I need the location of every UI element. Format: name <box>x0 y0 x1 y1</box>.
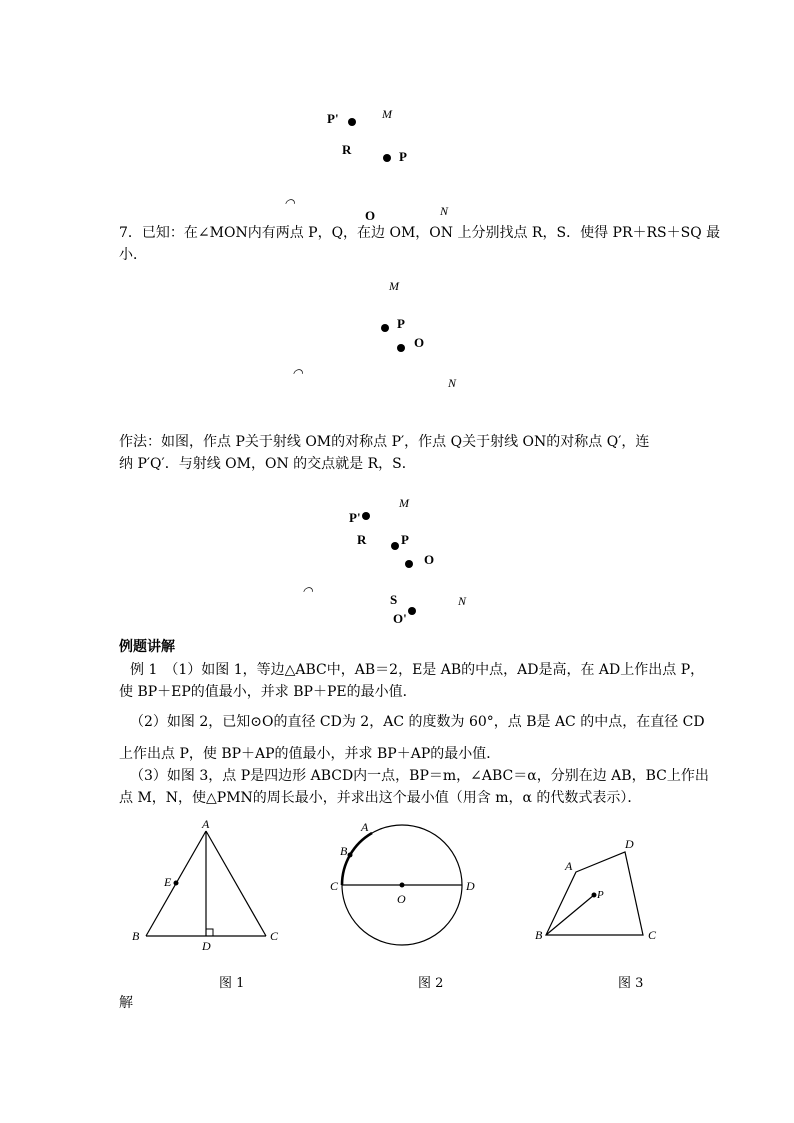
arc-ac <box>342 833 372 885</box>
side-ac <box>206 831 266 936</box>
example-3-line-1: （3）如图 3，点 P是四边形 ABCD内一点，BP＝m，∠ABC＝α，分别在边 AB，BC上作出 <box>130 768 709 784</box>
point-b-dot <box>348 853 353 858</box>
point-p-dot <box>381 324 389 332</box>
figure-2-caption: 图 2 <box>418 976 444 991</box>
vertex-arc-o: ◠ <box>302 584 313 598</box>
figure-3-quadrilateral <box>525 830 675 955</box>
point-q-dot <box>405 560 413 568</box>
point-label-s: S <box>390 592 398 607</box>
segment-bp <box>546 895 594 935</box>
vertex-label-d: D <box>625 837 634 851</box>
point-label-p-prime: P' <box>349 510 361 525</box>
center-o-dot <box>400 883 405 888</box>
vertex-label-c: C <box>648 928 657 942</box>
point-label-d: D <box>466 879 475 893</box>
point-label-d: D <box>202 939 211 953</box>
ray-label-n: N <box>440 204 449 218</box>
example-2-line-1: （2）如图 2，已知⊙O的直径 CD为 2，AC 的度数为 60°，点 B是 AC 的中点，在直径 CD <box>130 714 705 730</box>
ray-label-m: M <box>382 107 392 121</box>
vertex-arc-o: ◠ <box>292 366 303 380</box>
vertex-label-b: B <box>132 929 140 943</box>
point-label-e: E <box>164 875 172 889</box>
vertex-label-b: B <box>535 928 543 942</box>
point-p-prime-dot <box>348 118 356 126</box>
method-line-1: 作法：如图，作点 P关于射线 OM的对称点 P′，作点 Q关于射线 ON的对称点 Q′，连 <box>119 434 650 450</box>
method-line-2: 纳 P′Q′．与射线 OM，ON 的交点就是 R，S． <box>119 456 416 472</box>
vertex-label-a: A <box>565 859 573 873</box>
figure-1-triangle <box>125 815 295 955</box>
figure-3-caption: 图 3 <box>618 976 644 991</box>
vertex-label-c: C <box>270 929 279 943</box>
example-2-line-2: 上作出点 P，使 BP＋AP的值最小，并求 BP＋AP的最小值． <box>119 746 501 762</box>
point-q-dot <box>397 344 405 352</box>
ray-label-n: N <box>448 376 457 390</box>
example-1-line-1: 例 1 （1）如图 1，等边△ABC中，AB＝2，E是 AB的中点，AD是高，在 AD上作出点 P， <box>130 662 705 678</box>
point-q-prime-dot <box>408 607 416 615</box>
vertex-arc-o: ◠ <box>284 196 295 210</box>
ray-label-m: M <box>389 279 399 293</box>
point-label-r: R <box>342 142 352 157</box>
right-angle-mark <box>206 929 213 936</box>
point-label-o: O <box>365 208 376 223</box>
point-label-q-prime: O' <box>393 611 407 626</box>
point-label-p: P <box>597 889 604 901</box>
ray-label-m: M <box>399 496 409 510</box>
figure-2-circle <box>325 815 485 955</box>
vertex-label-a: A <box>202 817 210 831</box>
solution-label: 解 <box>119 995 133 1011</box>
ray-label-n: N <box>458 594 467 608</box>
point-label-a: A <box>361 820 369 834</box>
point-label-b: B <box>340 844 348 858</box>
point-label-p: P <box>397 316 405 331</box>
point-label-q: O <box>424 552 435 567</box>
problem-7-line-1: 7．已知：在∠MON内有两点 P，Q，在边 OM，ON 上分别找点 R，S．使得 PR＋RS＋SQ 最 <box>119 225 721 241</box>
point-p-dot <box>391 542 399 550</box>
point-label-c: C <box>330 879 339 893</box>
problem-7-line-2: 小． <box>119 247 147 263</box>
example-1-line-2: 使 BP＋EP的值最小，并求 BP＋PE的最小值． <box>119 684 417 700</box>
point-label-p: P <box>399 149 407 164</box>
point-p-prime-dot <box>362 512 370 520</box>
example-3-line-2: 点 M，N，使△PMN的周长最小，并求出这个最小值（用含 m，α 的代数式表示）． <box>119 790 642 806</box>
point-label-p: P <box>401 532 409 547</box>
figure-1-caption: 图 1 <box>219 976 245 991</box>
point-p-dot <box>592 893 597 898</box>
examples-heading: 例题讲解 <box>119 639 175 655</box>
center-label-o: O <box>397 892 406 906</box>
point-label-p-prime: P' <box>327 111 339 126</box>
point-e-dot <box>174 881 179 886</box>
point-p-dot <box>383 154 391 162</box>
point-label-r: R <box>357 532 367 547</box>
point-label-q: O <box>414 335 425 350</box>
